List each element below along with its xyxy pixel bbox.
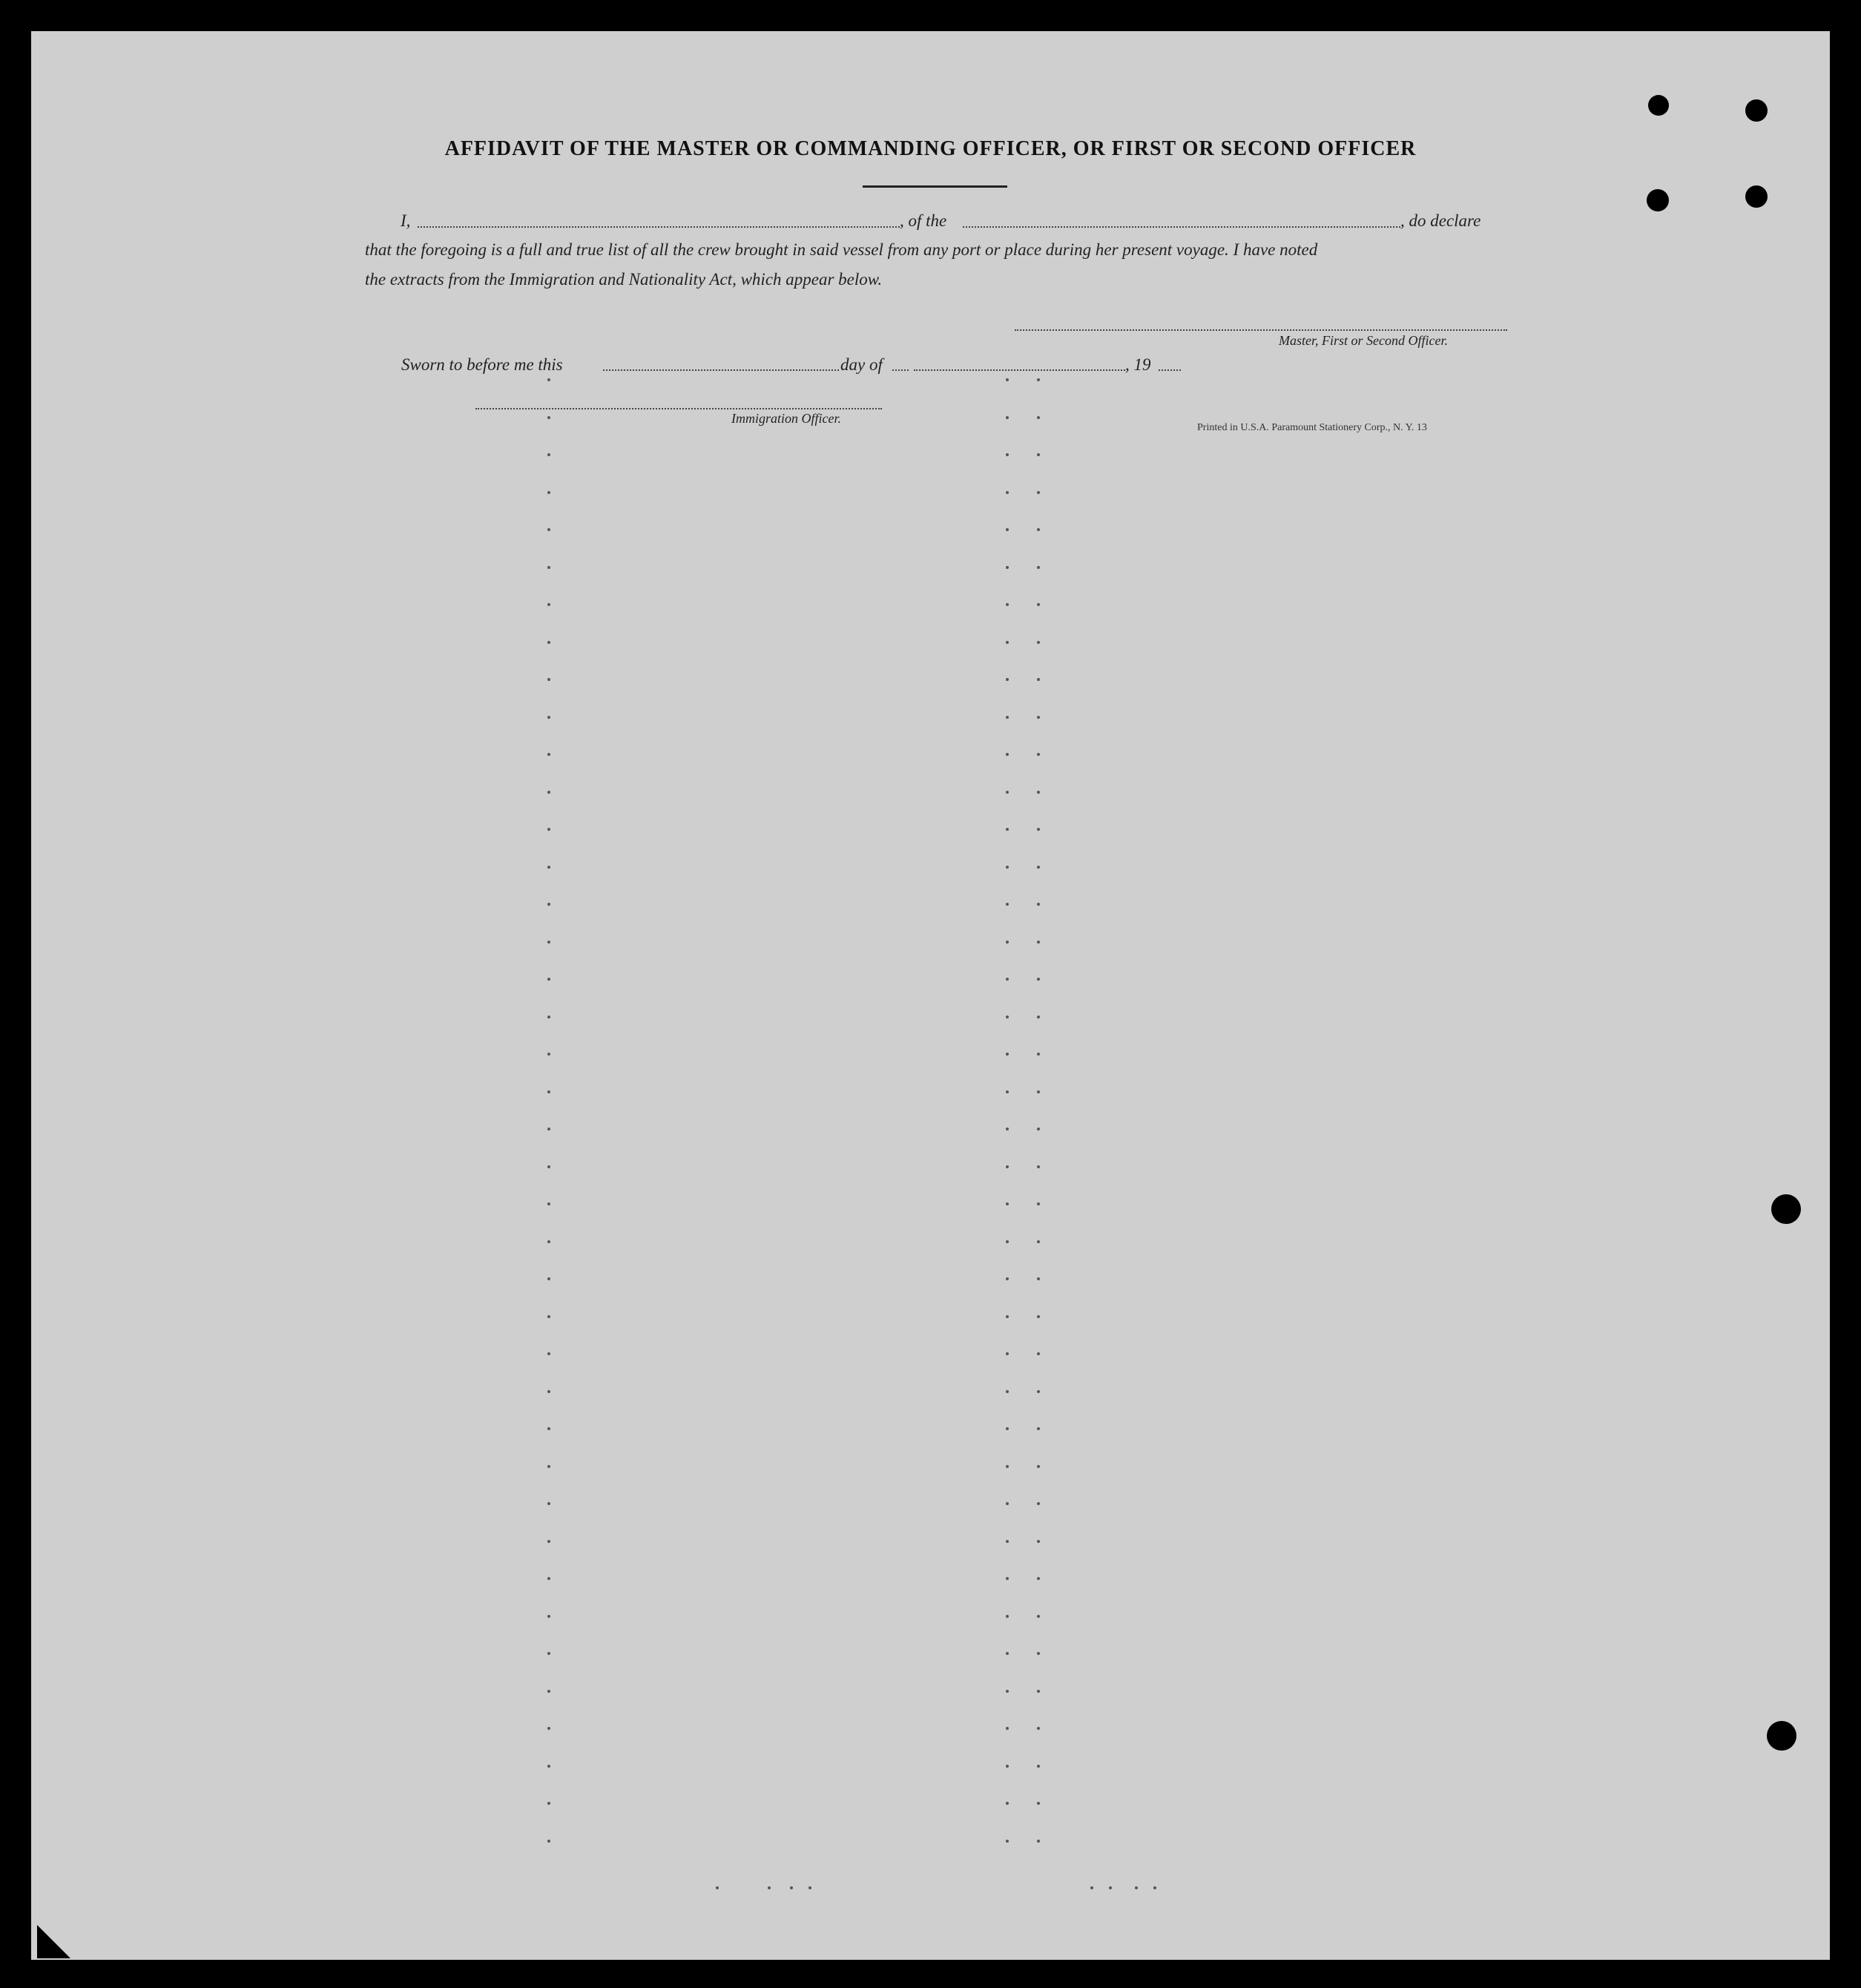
faint-dot [1006,1802,1009,1805]
faint-dot [1037,866,1040,869]
faint-dot [1006,1727,1009,1730]
faint-dot [547,528,550,531]
faint-dot [1037,528,1040,531]
faint-dot [1037,566,1040,569]
faint-dot [1006,791,1009,794]
document-page [31,31,1830,1960]
faint-dot [1006,416,1009,419]
punch-hole [1771,1194,1801,1224]
master-signature-label: Master, First or Second Officer. [1279,333,1448,348]
faint-dot [1006,1390,1009,1393]
faint-dot [1037,753,1040,756]
faint-dot [1006,1652,1009,1655]
faint-dot [1037,1202,1040,1205]
faint-dot [1006,828,1009,831]
punch-hole [1767,1721,1796,1751]
faint-dot [790,1886,793,1889]
faint-dot [1037,1615,1040,1618]
faint-dot [547,1016,550,1018]
faint-dot [1037,716,1040,719]
faint-dot [1037,1690,1040,1693]
faint-dot [1037,978,1040,981]
faint-dot [547,978,550,981]
sworn-year-field[interactable] [1159,369,1181,371]
faint-dot [547,791,550,794]
faint-dot [1006,978,1009,981]
folded-corner [37,1925,70,1958]
faint-dot [1090,1886,1093,1889]
faint-dot [547,416,550,419]
faint-dot [547,1690,550,1693]
faint-dot [1006,866,1009,869]
faint-dot [1037,903,1040,906]
faint-dot [1037,1090,1040,1093]
day-of-spacer [892,369,909,371]
declarant-name-field[interactable] [418,226,900,228]
faint-dot [1037,1128,1040,1130]
faint-dot [547,1765,550,1768]
faint-dot [1037,641,1040,644]
faint-dot [1006,491,1009,494]
faint-dot [1037,791,1040,794]
faint-dot [547,1277,550,1280]
faint-dot [547,491,550,494]
immigration-officer-label: Immigration Officer. [731,411,841,426]
faint-dot [547,1615,550,1618]
faint-dot [1006,1840,1009,1843]
faint-dot [1037,1802,1040,1805]
faint-dot [1006,528,1009,531]
faint-dot [1006,903,1009,906]
punch-hole [1647,189,1669,211]
sworn-month-field[interactable] [914,369,1125,371]
faint-dot [547,1165,550,1168]
faint-dot [547,1465,550,1468]
faint-dot [1037,1765,1040,1768]
faint-dot [1006,1277,1009,1280]
faint-dot [1037,1352,1040,1355]
faint-dot [547,1802,550,1805]
faint-dot [547,1727,550,1730]
faint-dot [1037,678,1040,681]
faint-dot [716,1886,719,1889]
form-title: AFFIDAVIT OF THE MASTER OR COMMANDING OFFICER, OR FIRST OR SECOND OFFICER [444,137,1417,160]
faint-dot [1037,1727,1040,1730]
faint-dot [1037,1465,1040,1468]
faint-dot [1006,1090,1009,1093]
faint-dot [547,641,550,644]
faint-dot [1006,378,1009,381]
faint-dot [1006,1427,1009,1430]
faint-dot [1006,1502,1009,1505]
faint-dot [1037,1840,1040,1843]
faint-dot [547,1202,550,1205]
faint-dot [547,1390,550,1393]
faint-dot [1006,603,1009,606]
faint-dot [1006,716,1009,719]
faint-dot [547,1090,550,1093]
faint-dot [547,1502,550,1505]
faint-dot [1006,1053,1009,1056]
faint-dot [1135,1886,1138,1889]
faint-dot [1037,1540,1040,1543]
faint-dot [1037,1652,1040,1655]
year-prefix-label: , 19 [1125,355,1151,374]
faint-dot [1037,1577,1040,1580]
faint-dot [547,1652,550,1655]
faint-dot [808,1886,811,1889]
sworn-day-field[interactable] [603,369,839,371]
statement-line-1: that the foregoing is a full and true list of all the crew brought in said vessel from any port or place during her present voyage. I have noted [365,240,1318,259]
faint-dot [1006,1352,1009,1355]
faint-dot [1153,1886,1156,1889]
faint-dot [1037,378,1040,381]
faint-dot [1037,1277,1040,1280]
printer-imprint: Printed in U.S.A. Paramount Stationery Corp., N. Y. 13 [1197,422,1427,433]
faint-dot [1037,453,1040,456]
faint-dot [547,866,550,869]
faint-dot [547,678,550,681]
faint-dot [547,828,550,831]
faint-dot [1006,1128,1009,1130]
faint-dot [1006,1240,1009,1243]
faint-dot [1037,416,1040,419]
faint-dot [1006,678,1009,681]
faint-dot [1037,1502,1040,1505]
punch-hole [1745,99,1768,122]
faint-dot [1006,453,1009,456]
faint-dot [547,453,550,456]
faint-dot [1037,828,1040,831]
faint-dot [547,1315,550,1318]
faint-dot [1006,1016,1009,1018]
faint-dot [547,1427,550,1430]
faint-dot [1006,1540,1009,1543]
faint-dot [547,603,550,606]
faint-dot [547,753,550,756]
faint-dot [547,903,550,906]
of-the-label: , of the [900,211,947,230]
faint-dot [1037,1016,1040,1018]
sworn-prefix: Sworn to before me this [401,355,563,374]
faint-dot [1037,1315,1040,1318]
title-underline [863,185,1007,188]
faint-dot [1037,1427,1040,1430]
day-of-label: day of [840,355,883,374]
faint-dot [547,1128,550,1130]
faint-dot [1006,753,1009,756]
faint-dot [1037,1053,1040,1056]
faint-dot [1006,1765,1009,1768]
faint-dot [547,1540,550,1543]
faint-dot [1006,1615,1009,1618]
faint-dot [1037,1390,1040,1393]
vessel-name-field[interactable] [963,226,1400,228]
faint-dot [1006,641,1009,644]
faint-dot [547,941,550,944]
faint-dot [1037,603,1040,606]
punch-hole [1745,185,1768,208]
faint-dot [547,1577,550,1580]
faint-dot [1006,1165,1009,1168]
faint-dot [768,1886,771,1889]
faint-dot [547,1840,550,1843]
faint-dot [1006,1577,1009,1580]
faint-dot [1006,566,1009,569]
faint-dot [1037,1165,1040,1168]
faint-dot [547,1352,550,1355]
do-declare-label: , do declare [1400,211,1481,230]
faint-dot [547,378,550,381]
faint-dot [1037,491,1040,494]
faint-dot [547,1053,550,1056]
faint-dot [1006,941,1009,944]
faint-dot [547,716,550,719]
statement-line-2: the extracts from the Immigration and Nationality Act, which appear below. [365,270,883,289]
faint-dot [547,566,550,569]
faint-dot [1109,1886,1112,1889]
faint-dot [1037,1240,1040,1243]
faint-dot [1037,941,1040,944]
immigration-officer-signature-field[interactable] [475,408,882,409]
declaration-prefix: I, [401,211,411,230]
faint-dot [547,1240,550,1243]
punch-hole [1648,95,1669,116]
faint-dot [1006,1690,1009,1693]
faint-dot [1006,1465,1009,1468]
master-signature-field[interactable] [1015,329,1507,331]
faint-dot [1006,1202,1009,1205]
faint-dot [1006,1315,1009,1318]
